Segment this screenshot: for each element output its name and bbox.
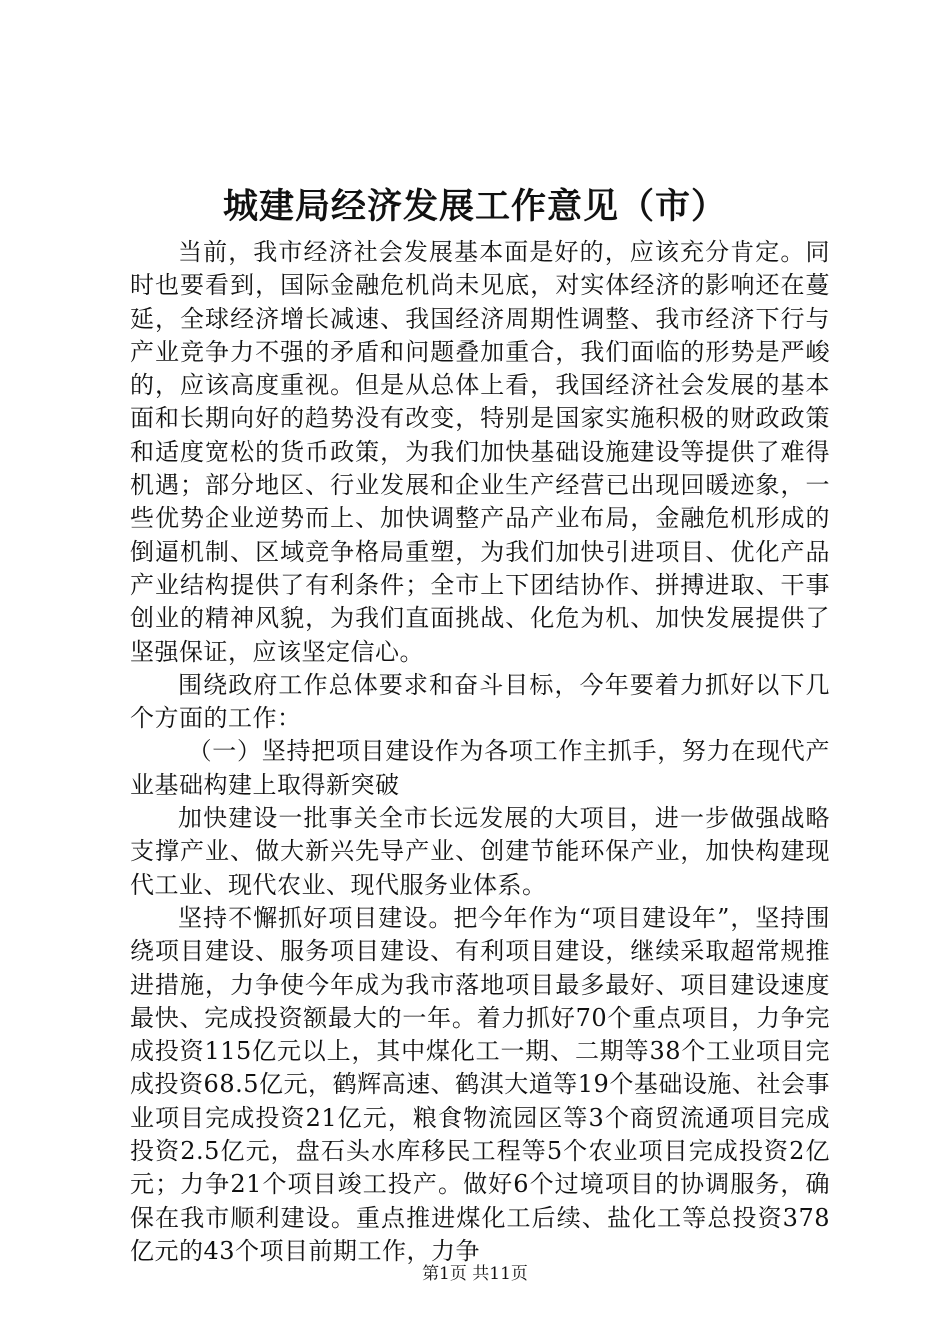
paragraph-intro: 围绕政府工作总体要求和奋斗目标，今年要着力抓好以下几个方面的工作： <box>130 670 830 733</box>
document-body <box>130 236 830 1268</box>
page-number-footer: 第1页 共11页 <box>422 1264 528 1284</box>
paragraph-project-construction: 坚持不懈抓好项目建设。把今年作为“项目建设年”，坚持围绕项目建设、服务项目建设、有利项目建设，继续采取超常规推进措施，力争使今年成为我市落地项目最多最好、项目建设速度最快、完成投资额最大的一年。着力抓好70个重点项目，力争完成投资115亿元以上，其中煤化工一期、二期等38个工业项目完成投资68.5亿元，鹤辉高速、鹤淇大道等19个基础设施、社会事业项目完成投资21亿元，粮食物流园区等3个商贸流通项目完成投资2.5亿元，盘石头水库移民工程等5个农业项目完成投资2亿元；力争21个项目竣工投产。做好6个过境项目的协调服务，确保在我市顺利建设。重点推进煤化工后续、盐化工等总投资378亿元的43个项目前期工作，力争 <box>130 903 830 1265</box>
paragraph-situation: 当前，我市经济社会发展基本面是好的，应该充分肯定。同时也要看到，国际金融危机尚未见底，对实体经济的影响还在蔓延，全球经济增长减速、我国经济周期性调整、我市经济下行与产业竞争力不强的矛盾和问题叠加重合，我们面临的形势是严峻的，应该高度重视。但是从总体上看，我国经济社会发展的基本面和长期向好的趋势没有改变，特别是国家实施积极的财政政策和适度宽松的货币政策，为我们加快基础设施建设等提供了难得机遇；部分地区、行业发展和企业生产经营已出现回暖迹象，一些优势企业逆势而上、加快调整产品产业布局，金融危机形成的倒逼机制、区域竞争格局重塑，为我们加快引进项目、优化产品产业结构提供了有利条件；全市上下团结协作、拼搏进取、干事创业的精神风貌，为我们直面挑战、化危为机、加快发展提供了坚强保证，应该坚定信心。 <box>130 238 830 666</box>
paragraph-projects-overview: 加快建设一批事关全市长远发展的大项目，进一步做强战略支撑产业、做大新兴先导产业、创建节能环保产业，加快构建现代工业、现代农业、现代服务业体系。 <box>130 804 830 899</box>
document-title: 城建局经济发展工作意见（市） <box>222 186 727 227</box>
section-heading-1: （一）坚持把项目建设作为各项工作主抓手，努力在现代产业基础构建上取得新突破 <box>130 737 830 799</box>
